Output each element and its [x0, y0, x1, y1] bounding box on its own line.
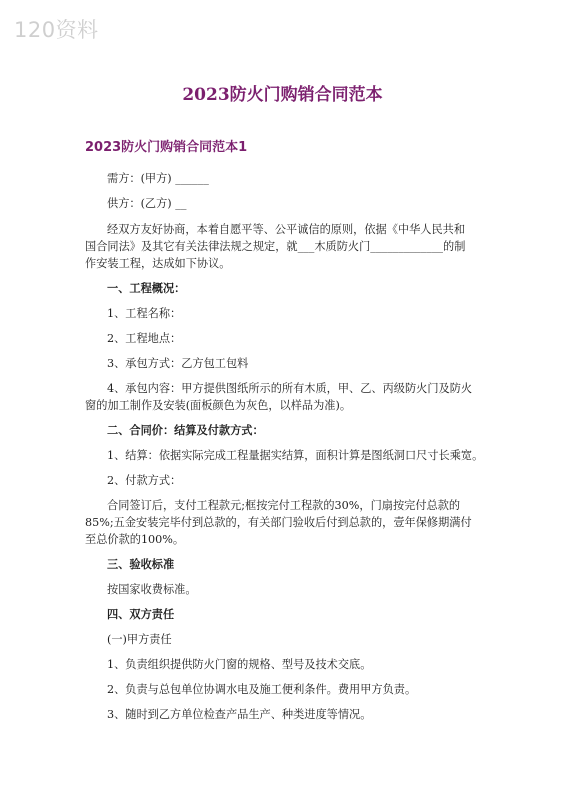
- section-title: 2023防火门购销合同范本1: [85, 140, 248, 155]
- party-a-duty-3: 3、随时到乙方单位检查产品生产、种类进度等情况。: [107, 708, 372, 721]
- contract-content-2: 窗的加工制作及安装(面板颜色为灰色，以样品为准)。: [85, 399, 352, 412]
- buyer-line: 需方：(甲方) ______: [107, 172, 209, 185]
- intro-line-3: 作安装工程，达成如下协议。: [85, 257, 231, 270]
- party-a-duty-2: 2、负责与总包单位协调水电及施工便利条件。费用甲方负责。: [107, 683, 417, 696]
- settlement-line: 1、结算：依据实际完成工程量据实结算，面积计算是图纸洞口尺寸长乘宽。: [107, 449, 484, 462]
- acceptance-standard: 按国家收费标准。: [107, 583, 197, 596]
- section-3-heading: 三、验收标准: [107, 558, 175, 571]
- payment-line-3: 至总价款的100%。: [85, 533, 185, 546]
- project-location: 2、工程地点：: [107, 332, 182, 345]
- payment-line-2: 85%;五金安装完毕付到总款的，有关部门验收后付到总款的，壹年保修期满付: [85, 516, 472, 529]
- intro-line-2: 国合同法》及其它有关法律法规之规定，就___木质防火门_____________的制: [85, 240, 466, 253]
- section-2-heading: 二、合同价：结算及付款方式：: [107, 424, 264, 437]
- document-title: 2023防火门购销合同范本: [182, 85, 383, 105]
- party-a-duty-1: 1、负责组织提供防火门窗的规格、型号及技术交底。: [107, 658, 372, 671]
- project-name: 1、工程名称：: [107, 307, 182, 320]
- contract-method: 3、承包方式：乙方包工包料: [107, 357, 249, 370]
- payment-line-1: 合同签订后，支付工程款元;框按完付工程款的30%，门扇按完付总款的: [107, 499, 461, 512]
- seller-line: 供方：(乙方) __: [107, 197, 187, 210]
- watermark: 120资料: [14, 18, 99, 42]
- section-4-heading: 四、双方责任: [107, 608, 175, 621]
- contract-content-1: 4、承包内容：甲方提供图纸所示的所有木质，甲、乙、丙级防火门及防火: [107, 382, 473, 395]
- section-1-heading: 一、工程概况：: [107, 282, 186, 295]
- intro-line-1: 经双方友好协商，本着自愿平等、公平诚信的原则，依据《中华人民共和: [107, 223, 466, 236]
- party-a-heading: (一)甲方责任: [107, 633, 172, 646]
- payment-method: 2、付款方式：: [107, 474, 182, 487]
